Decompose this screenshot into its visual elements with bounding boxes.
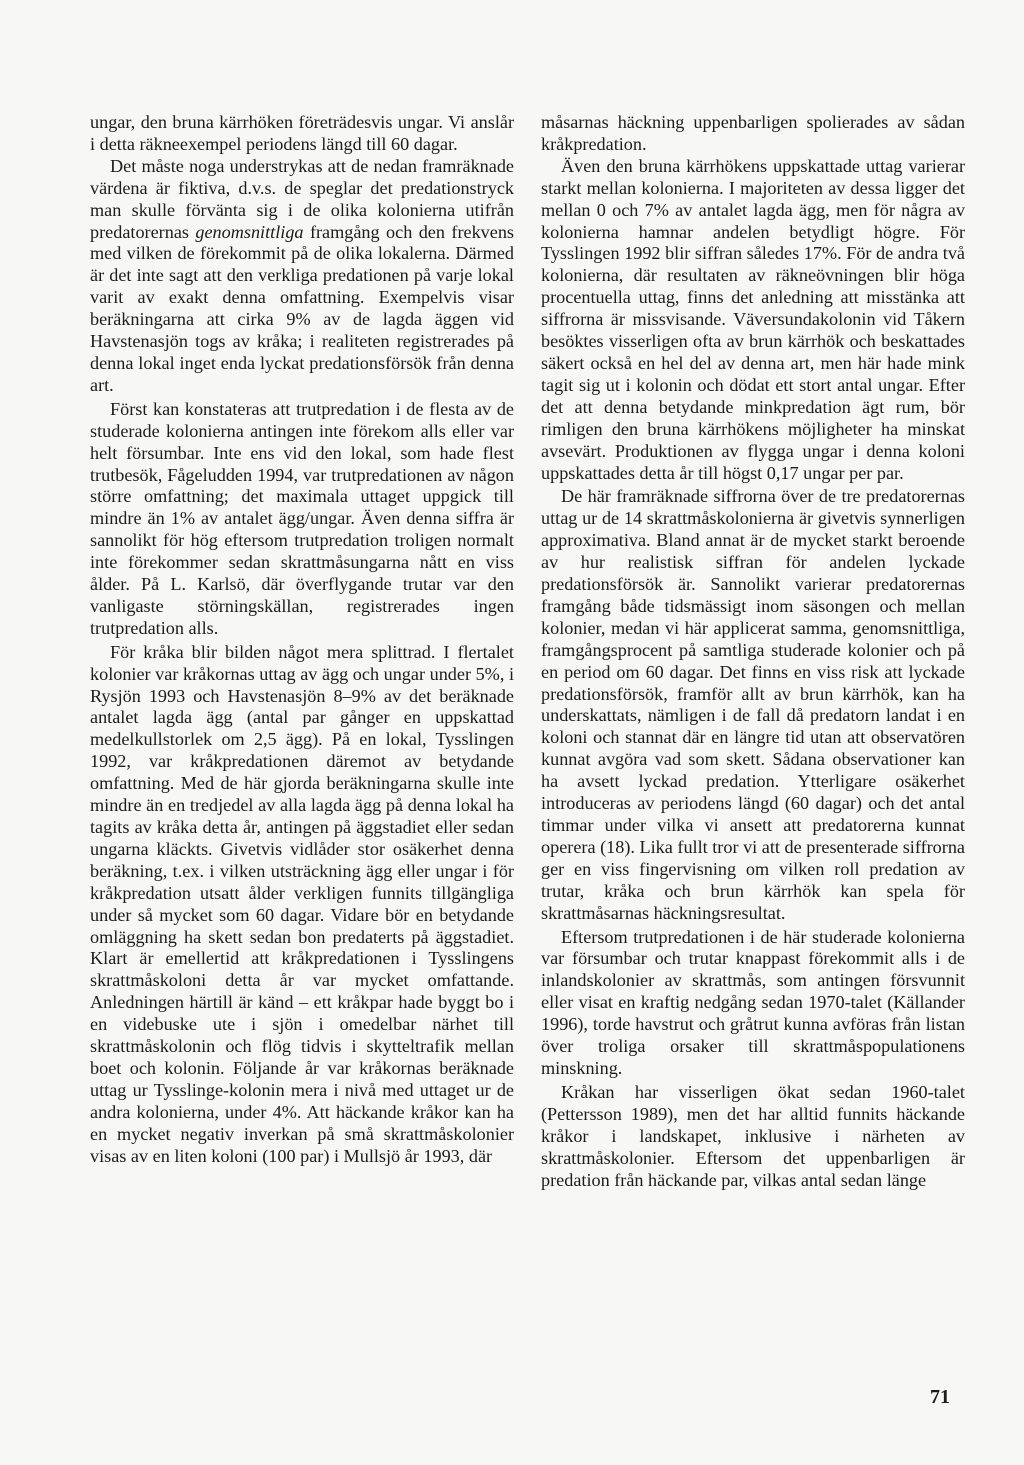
paragraph-text: Det måste noga understrykas att de nedan framräknade värdena är fiktiva, d.v.s. de speglar det predationstryck man skulle förvänta sig i de olika kolonierna utifrån predatorernas bbox=[90, 155, 514, 242]
left-column bbox=[90, 112, 514, 1168]
paragraph: För kråka blir bilden något mera splittrad. I flertalet kolonier var kråkornas uttag av ägg och ungar under 5%, i Rysjön 1993 och Havstenasjön 8–9% av det beräknade antalet lagda ägg (antal par gånger en uppskattad medelkullstorlek om 2,5 ägg). På en lokal, Tysslingen 1992, var kråkpredationen däremot av betydande omfattning. Med de här gjorda beräkningarna skulle inte mindre än en tredjedel av alla lagda ägg på denna lokal ha tagits av kråka detta år, antingen på äggstadiet eller sedan ungarna kläckts. Givetvis vidlåder stor osäkerhet denna beräkning, t.ex. i vilken utsträckning ägg eller ungar i för kråkpredation utsatt ålder verkligen funnits tillgängliga under så mycket som 60 dagar. Vidare bör en betydande omläggning ha skett sedan bon predaterts på äggstadiet. Klart är emellertid att kråkpredationen i Tysslingens skrattmåskoloni detta år var mycket omfattande. Anledningen härtill är känd – ett kråkpar hade byggt bo i en videbuske ute i sjön i omedelbar närhet till skrattmåskolonin och flög tidvis i skytteltrafik mellan boet och kolonin. Följande år var kråkornas beräknade uttag ur Tysslinge-kolonin mera i nivå med uttaget ur de andra kolonierna, under 4%. Att häckande kråkor kan ha en mycket negativ inverkan på små skrattmåskolonier visas av en liten koloni (100 par) i Mullsjö år 1993, där bbox=[90, 641, 514, 1166]
paragraph: Först kan konstateras att trutpredation i de flesta av de studerade kolonierna antingen inte förekom alls eller var helt försumbar. Inte ens vid den lokal, som hade flest trutbesök, Fågeludden 1994, var trutpredationen av någon större omfattning; det maximala uttaget uppgick till mindre än 1% av antalet ägg/ungar. Även denna siffra är sannolikt för hög eftersom trutpredation troligen normalt inte förekommer sedan skrattmåsungarna nått en viss ålder. På L. Karlsö, där överflygande trutar var den vanligaste störningskällan, registrerades ingen trutpredation alls. bbox=[90, 398, 514, 638]
paragraph: Kråkan har visserligen ökat sedan 1960-talet (Pettersson 1989), men det har alltid funnits häckande kråkor i landskapet, inklusive i närheten av skrattmåskolonier. Eftersom det uppenbarligen är predation från häckande par, vilkas antal sedan länge bbox=[541, 1081, 965, 1190]
paragraph bbox=[90, 156, 514, 397]
paragraph: ungar, den bruna kärrhöken företrädesvis ungar. Vi anslår i detta räkneexempel periodens längd till 60 dagar. bbox=[90, 112, 514, 154]
paragraph-text: framgång och den frekvens med vilken de förekommit på de olika lokalerna. Därmed är det inte sagt att den verkliga predationen på varje lokal varit av exakt denna omfattning. Exempelvis visar beräkningarna att cirka 9% av de lagda äggen vid Havstenasjön togs av kråka; i realiteten registrerades på denna lokal inget enda lyckat predationsförsök från denna art. bbox=[90, 221, 515, 395]
paragraph: måsarnas häckning uppenbarligen spolierades av sådan kråkpredation. bbox=[541, 112, 965, 154]
paragraph: Även den bruna kärrhökens uppskattade uttag varierar starkt mellan kolonierna. I majoriteten av dessa ligger det mellan 0 och 7% av antalet lagda ägg, men för några av kolonierna hamnar andelen betydligt högre. För Tysslingen 1992 blir siffran således 17%. För de andra två kolonierna, där resultaten av räkneövningen blir höga procentuella uttag, finns det anledning att misstänka att siffrorna är missvisande. Väversundakolonin vid Tåkern besöktes visserligen ofta av brun kärrhök och beskattades säkert också en hel del av denna art, men här hade mink tagit sig ut i kolonin och dödat ett stort antal ungar. Efter det att denna betydande minkpredation ägt rum, bör rimligen den bruna kärrhökens möjligheter ha minskat avsevärt. Produktionen av flygga ungar i denna koloni uppskattades detta år till högst 0,17 ungar per par. bbox=[541, 155, 965, 483]
paragraph: Eftersom trutpredationen i de här studerade kolonierna var försumbar och trutar knappast förekommit alls i de inlandskolonier av skrattmås, som antingen försvunnit eller visat en kraftig nedgång sedan 1970-talet (Källander 1996), torde havstrut och gråtrut kunna avföras från listan över troliga orsaker till skrattmåspopulationens minskning. bbox=[541, 926, 965, 1078]
emphasis-text: genomsnittliga bbox=[195, 221, 304, 242]
page-number: 71 bbox=[930, 1386, 950, 1408]
right-column bbox=[541, 112, 965, 1191]
paragraph: De här framräknade siffrorna över de tre predatorernas uttag ur de 14 skrattmåskolonierna är givetvis synnerligen approximativa. Bland annat är de mycket starkt beroende av hur realistisk siffran för andelen lyckade predationsförsök är. Sannolikt varierar predatorernas framgång både tidsmässigt inom säsongen och mellan kolonier, medan vi här applicerat samma, genomsnittliga, framgångsprocent på samtliga studerade kolonier och på en period om 60 dagar. Det finns en viss risk att lyckade predationsförsök, framför allt av brun kärrhök, kan ha underskattats, nämligen i de fall då predatorn landat i en koloni och stannat där en längre tid utan att observatören kunnat avgöra vad som skett. Sådana observationer kan ha avsett lyckad predation. Ytterligare osäkerhet introduceras av periodens längd (60 dagar) och det antal timmar under vilka vi ansett att predatorerna kunnat operera (18). Lika fullt tror vi att de presenterade siffrorna ger en viss fingervisning om vilken roll predation av trutar, kråka och brun kärrhök kan spela för skrattmåsarnas häckningsresultat. bbox=[541, 486, 965, 923]
